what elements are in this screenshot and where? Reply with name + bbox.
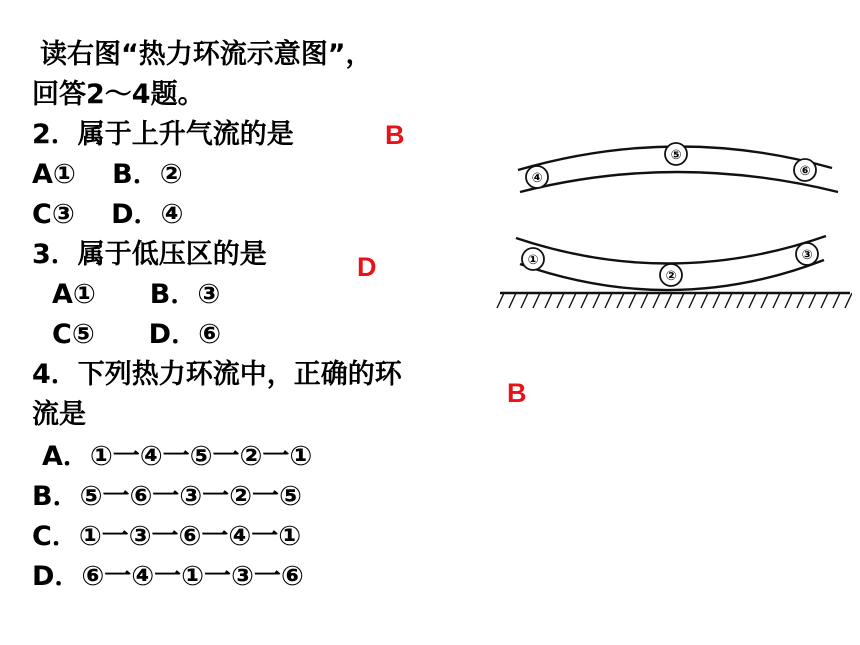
q2-options-cd: C③ D．④	[32, 199, 184, 230]
q3-answer: D	[357, 252, 377, 282]
svg-text:⑥: ⑥	[799, 164, 811, 179]
thermal-circulation-diagram	[496, 130, 852, 315]
q2-options-ab: A① B．②	[32, 159, 183, 190]
q4-option-b: B．⑤一⑥一③一②一⑤	[32, 481, 302, 512]
point-5-marker	[665, 143, 687, 165]
point-6-marker	[794, 159, 816, 181]
q4-stem-line-1: 4．下列热力环流中，正确的环	[32, 359, 402, 390]
point-1-marker	[522, 248, 544, 270]
svg-text:②: ②	[665, 269, 677, 284]
svg-text:①: ①	[527, 253, 539, 268]
svg-text:⑤: ⑤	[670, 148, 682, 163]
q3-options-ab: A① B．③	[52, 279, 221, 310]
svg-text:③: ③	[801, 248, 813, 263]
point-2-marker	[660, 264, 682, 286]
q4-stem-line-2: 流是	[32, 399, 86, 430]
q4-option-a: A．①一④一⑤一②一①	[42, 441, 313, 472]
svg-text:④: ④	[531, 171, 543, 186]
q4-option-c: C．①一③一⑥一④一①	[32, 521, 302, 552]
upper-isobar-bottom	[520, 172, 838, 192]
point-4-marker	[526, 166, 548, 188]
lower-isobar-top	[516, 236, 826, 264]
intro-line-1: 读右图“热力环流示意图”，	[40, 39, 373, 70]
q2-answer: B	[385, 120, 405, 150]
q3-options-cd: C⑤ D．⑥	[52, 319, 221, 350]
q2-stem: 2．属于上升气流的是	[32, 119, 294, 150]
intro-line-2: 回答2～4题。	[32, 79, 205, 110]
ground-hatching	[497, 293, 852, 308]
q4-answer: B	[507, 378, 527, 408]
point-3-marker	[796, 243, 818, 265]
q3-stem: 3．属于低压区的是	[32, 239, 267, 270]
q4-option-d: D．⑥一④一①一③一⑥	[32, 561, 304, 592]
